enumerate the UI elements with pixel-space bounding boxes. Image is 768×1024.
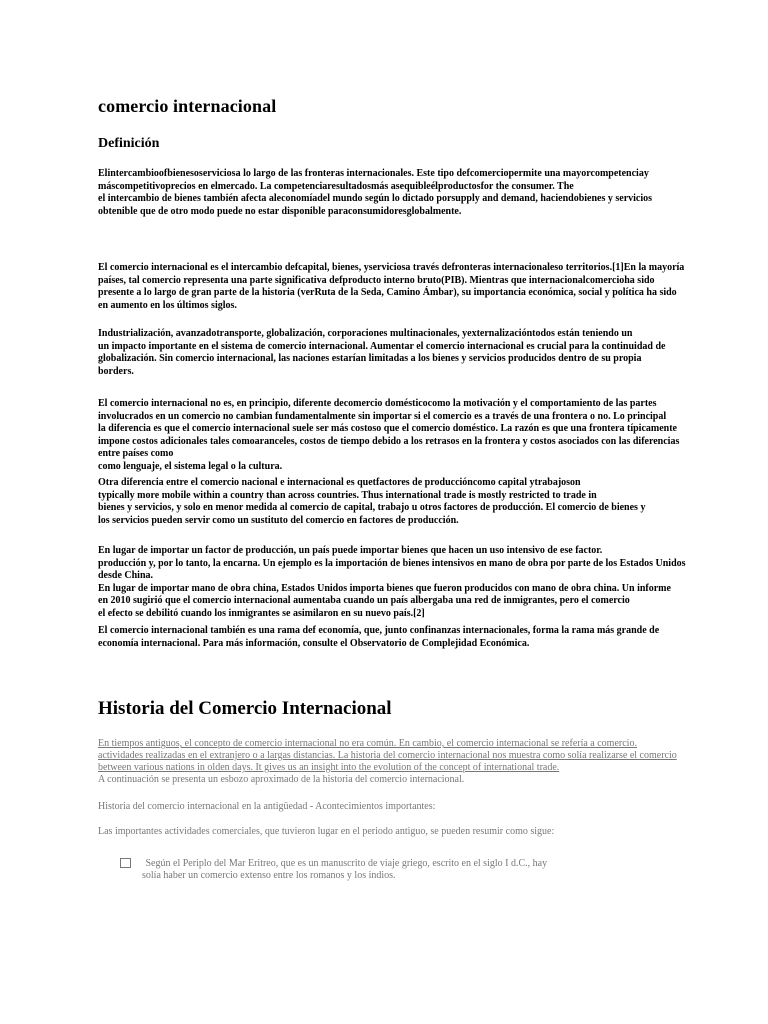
history-paragraph-1 xyxy=(98,738,703,786)
history-line-1: En tiempos antiguos, el concepto de comercio internacional no era común. En cambio, el comercio internacional se refería a comercio. xyxy=(98,738,637,749)
bullet-icon xyxy=(120,858,131,868)
section-heading-definition: Definición xyxy=(98,136,160,151)
paragraph-7 xyxy=(98,625,693,650)
history-bullet-1 xyxy=(120,858,680,882)
paragraph-6 xyxy=(98,545,693,621)
paragraph-5 xyxy=(98,477,693,527)
p4-text: El comercio internacional no es, en principio, diferente decomercio domésticocomo la motivación y el comportamiento de las partes involucrados en un comercio no cambian fundamentalmente sin importar si el comercio es a través de una frontera o no. Lo principal la diferencia es que el comercio internacional suele ser más costoso que el comercio doméstico. La razón es que una frontera típicamente impone costos adicionales tales comoaranceles, costos de tiempo debido a los retrasos en la frontera y costos asociados con las diferencias entre países como como lenguaje, el sistema legal o la cultura. xyxy=(98,398,680,472)
bullet-line-1: Según el Periplo del Mar Eritreo, que es un manuscrito de viaje griego, escrito en el siglo I d.C., hay xyxy=(145,858,548,869)
paragraph-2 xyxy=(98,262,693,312)
p6-text: En lugar de importar un factor de producción, un país puede importar bienes que hacen un uso intensivo de ese factor. producción y, por lo tanto, la encarna. Un ejemplo es la importación de bienes intensivos en mano de obra por parte de los Estados Unidos desde China. En lugar de importar mano de obra china, Estados Unidos importa bienes que fueron producidos con mano de obra china. Un informe en 2010 sugirió que el comercio internacional aumentaba cuando un país albergaba una red de inmigrantes, pero el comercio el efecto se debilitó cuando los inmigrantes se asimilaron en su nuevo país.[2] xyxy=(98,545,686,619)
history-line-2: actividades realizadas en el extranjero o a largas distancias. La historia del comercio internacional nos muestra como solía realizarse el comercio xyxy=(98,750,677,761)
p1-text: Elintercambioofbienesoserviciosa lo largo de las fronteras internacionales. Este tipo defcomerciopermite una mayorcompetenciay máscompetitivoprecios en elmercado. La competenciaresultadosmás asequibleélproductosfor the consumer. The el intercambio de bienes también afecta aleconomíadel mundo según lo dictado porsupply and demand, haciendobienes y servicios obtenible que de otro modo puede no estar disponible paraconsumidoresglobalmente. xyxy=(98,168,653,217)
history-paragraph-2: Historia del comercio internacional en la antigüedad - Acontecimientos importantes: xyxy=(98,801,436,812)
p2-text: El comercio internacional es el intercambio defcapital, bienes, yserviciosa través defronteras internacionaleso territorios.[1]En la mayoría países, tal comercio representa una parte significativa defproducto interno bruto(PIB). Mientras que internacionalcomercioha sido presente a lo largo de gran parte de la historia (verRuta de la Seda, Camino Ámbar), su importancia económica, social y política ha sido en aumento en los últimos siglos. xyxy=(98,262,685,311)
history-paragraph-3: Las importantes actividades comerciales, que tuvieron lugar en el periodo antiguo, se pueden resumir como sigue: xyxy=(98,826,555,837)
page-title: comercio internacional xyxy=(98,96,277,116)
paragraph-1 xyxy=(98,168,693,218)
p3-text: Industrialización, avanzadotransporte, globalización, corporaciones multinacionales, yexternalizacióntodos están teniendo un un impacto importante en el sistema de comercio internacional. Aumentar el comercio internacional es crucial para la continuidad de globalización. Sin comercio internacional, las naciones estarían limitadas a los bienes y servicios producidos dentro de su propia borders. xyxy=(98,328,666,377)
bullet-line-2: solía haber un comercio extenso entre los romanos y los indios. xyxy=(142,870,396,881)
paragraph-3 xyxy=(98,328,693,378)
history-line-4: A continuación se presenta un esbozo aproximado de la historia del comercio internacional. xyxy=(98,774,465,785)
paragraph-4 xyxy=(98,398,693,474)
p5-text: Otra diferencia entre el comercio nacional e internacional es quetfactores de produccióncomo capital ytrabajoson typically more mobile within a country than across countries. Thus international trade is mostly restricted to trade in bienes y servicios, y solo en menor medida al comercio de capital, trabajo u otros factores de producción. El comercio de bienes y los servicios pueden servir como un sustituto del comercio en factores de producción. xyxy=(98,477,646,526)
history-line-3: between various nations in olden days. It gives us an insight into the evolution of the concept of international trade. xyxy=(98,762,560,773)
p7-text: El comercio internacional también es una rama def economía, que, junto confinanzas internacionales, forma la rama más grande de economía internacional. Para más información, consulte el Observatorio de Complejidad Económica. xyxy=(98,625,660,649)
section-heading-history: Historia del Comercio Internacional xyxy=(98,698,392,719)
